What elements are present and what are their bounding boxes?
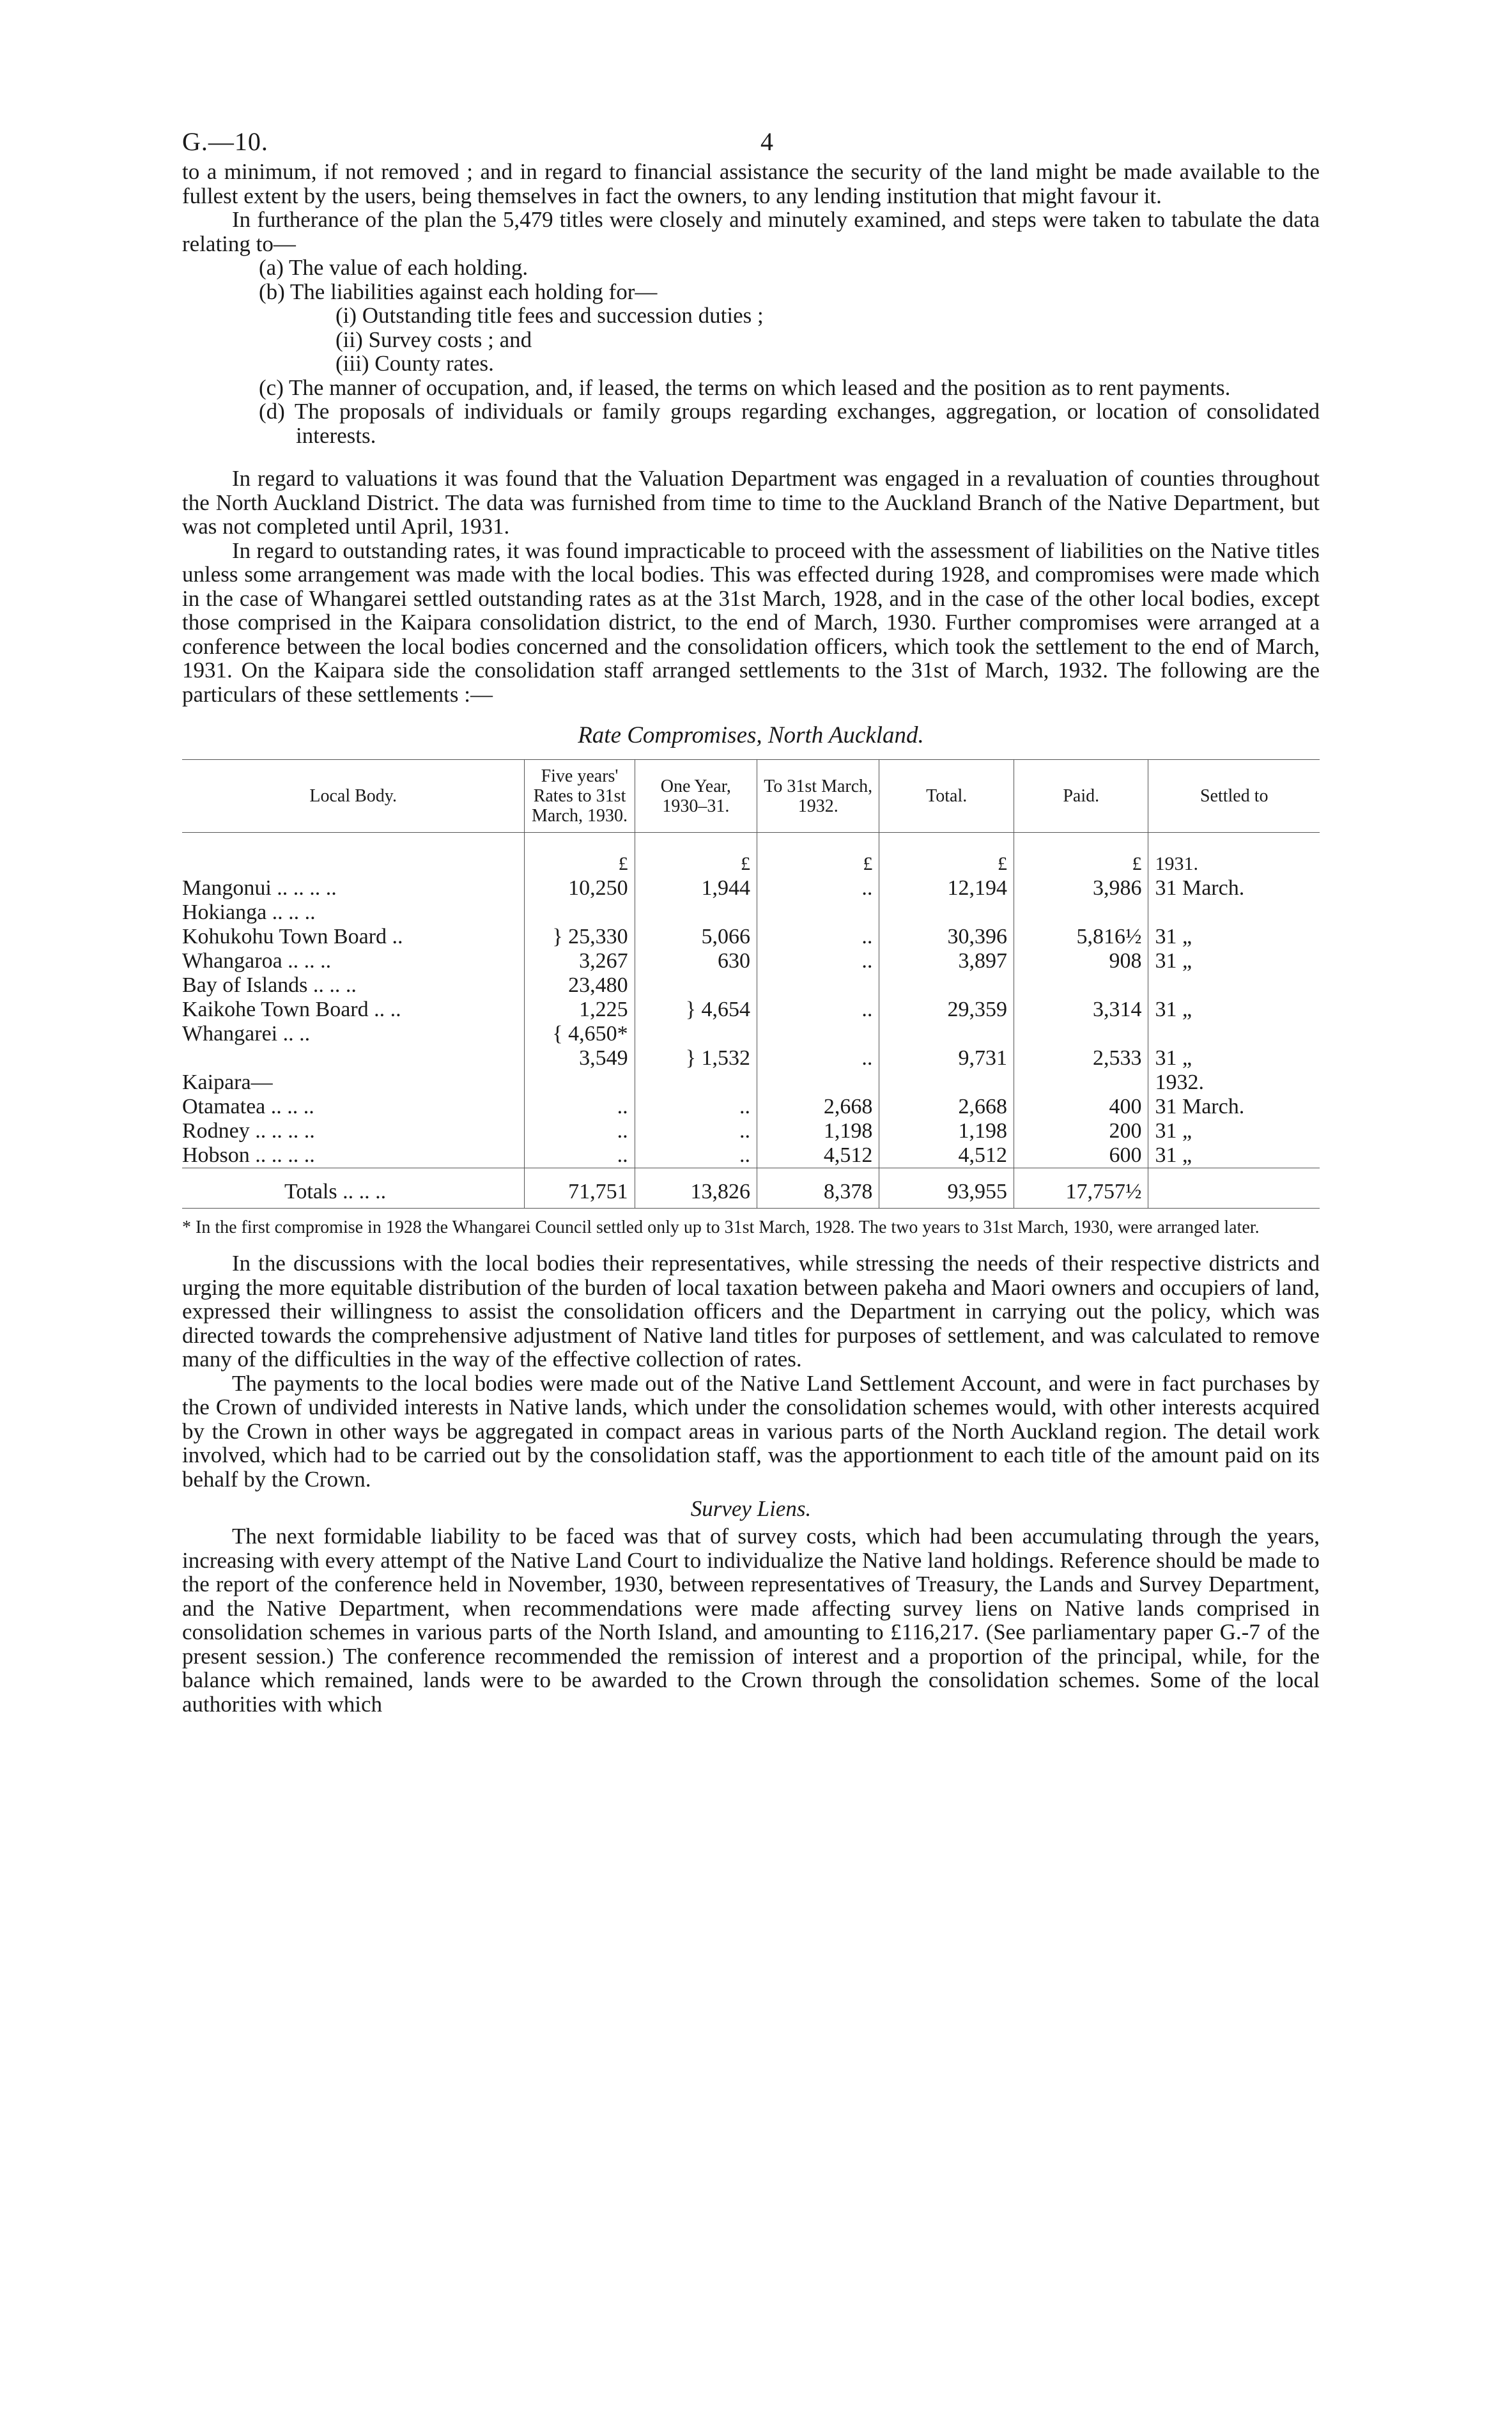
cell-body: Hokianga .. .. .. [182,901,316,924]
cell-body: Kaikohe Town Board .. .. [182,998,401,1021]
cell-total: 30,396 [879,925,1014,949]
cell-to31: 2,668 [757,1095,879,1119]
cell-settled: 31 „ [1148,1046,1320,1071]
cell-one: .. [635,1095,757,1119]
cell-to31 [757,1071,879,1095]
cell-total [879,973,1014,998]
cell-five: 3,549 [525,1046,635,1071]
section-heading: Survey Liens. [690,1496,812,1521]
totals-one: 13,826 [635,1168,757,1209]
cell-total [879,901,1014,925]
list-item-d: (d) The proposals of individuals or family groups regarding exchanges, aggregation, or location of consolidated interests. [259,399,1320,448]
cell-settled: 31 March. [1148,1095,1320,1119]
cell-to31: .. [757,998,879,1022]
unit-cell: £ [757,833,879,877]
cell-paid [1014,973,1148,998]
unit-cell: £ [1014,833,1148,877]
col-total: Total. [879,760,1014,833]
cell-paid: 908 [1014,949,1148,973]
table-row [182,1022,1320,1046]
table-row [182,876,1320,901]
table-caption: Rate Compromises, North Auckland. [578,722,924,748]
cell-five: { 4,650* [525,1022,635,1046]
cell-total [879,1022,1014,1046]
cell-to31: 4,512 [757,1143,879,1168]
cell-body: Whangaroa .. .. .. [182,949,332,973]
unit-cell: £ [635,833,757,877]
valuations-paragraph: In regard to valuations it was found that the Valuation Department was engaged in a revaluation of counties throughout the North Auckland District. The data was furnished from time to time to the Auckland Branch of the Native Department, but was not completed until April, 1931. [182,466,1320,539]
list-item-b-iii: (iii) County rates. [336,351,494,376]
col-local-body: Local Body. [182,760,525,833]
intro-paragraph: to a minimum, if not removed ; and in regard to financial assistance the security of the land might be made available to the fullest extent by the users, being themselves in fact the owners, to any lending institution that might favour it. [182,159,1320,208]
cell-five: .. [525,1143,635,1168]
cell-one [635,1022,757,1046]
table-row [182,1046,1320,1071]
cell-to31: 1,198 [757,1119,879,1143]
col-settled: Settled to [1148,760,1320,833]
cell-five: 23,480 [525,973,635,998]
cell-total: 2,668 [879,1095,1014,1119]
cell-settled [1148,973,1320,998]
survey-liens-paragraph: The next formidable liability to be faced was that of survey costs, which had been accumulating through the years, increasing with every attempt of the Native Land Court to individualize the Native land holdings. Reference should be made to the report of the conference held in November, 1930, between representatives of Treasury, the Lands and Survey Department, and the Native Department, when recommendations were made affecting survey liens on Native lands comprised in consolidation schemes in various parts of the North Island, and amounting to £116,217. (See parliamentary paper G.-7 of the present session.) The conference recommended the remission of interest and a proportion of the principal, while, for the balance which remained, lands were to be awarded to the Crown through the consolidation schemes. Some of the local authorities with which [182,1524,1320,1717]
cell-to31 [757,973,879,998]
table-body [182,876,1320,1168]
table-row [182,949,1320,973]
unit-cell: £ [525,833,635,877]
col-to-31st: To 31st March, 1932. [757,760,879,833]
cell-five: 3,267 [525,949,635,973]
cell-one [635,901,757,925]
cell-one: .. [635,1119,757,1143]
cell-to31: .. [757,925,879,949]
rate-compromises-table [182,759,1320,1209]
cell-settled [1148,1022,1320,1046]
cell-total: 4,512 [879,1143,1014,1168]
totals-five: 71,751 [525,1168,635,1209]
totals-row [182,1168,1320,1209]
cell-to31: .. [757,1046,879,1071]
cell-paid: 3,314 [1014,998,1148,1022]
list-item-a: (a) The value of each holding. [259,255,528,280]
cell-paid: 600 [1014,1143,1148,1168]
table-row [182,1119,1320,1143]
cell-body: Kaipara— [182,1071,273,1094]
document-reference: G.—10. [182,127,268,156]
settled-year-cell: 1931. [1148,833,1320,877]
table-row [182,1143,1320,1168]
cell-paid [1014,1022,1148,1046]
cell-settled: 31 „ [1148,949,1320,973]
cell-body: Otamatea .. .. .. [182,1095,314,1118]
units-row [182,833,1320,877]
cell-settled: 31 „ [1148,925,1320,949]
totals-label: Totals .. .. .. [182,1168,525,1209]
col-five-years: Five years' Rates to 31st March, 1930. [525,760,635,833]
cell-body: Mangonui .. .. .. .. [182,876,337,900]
cell-five: .. [525,1119,635,1143]
document-page [182,0,1320,1716]
cell-one [635,1071,757,1095]
cell-five: 10,250 [525,876,635,901]
col-paid: Paid. [1014,760,1148,833]
cell-body: Whangarei .. .. [182,1022,311,1046]
table-row [182,998,1320,1022]
cell-settled: 31 „ [1148,998,1320,1022]
table-header-row [182,760,1320,833]
cell-one: 630 [635,949,757,973]
page-number: 4 [760,127,773,156]
cell-total: 12,194 [879,876,1014,901]
cell-one: 5,066 [635,925,757,949]
table-row [182,973,1320,998]
cell-paid [1014,901,1148,925]
cell-five: } 25,330 [525,925,635,949]
cell-paid: 2,533 [1014,1046,1148,1071]
list-item-c: (c) The manner of occupation, and, if leased, the terms on which leased and the position as to rent payments. [259,375,1231,400]
cell-settled: 1932. [1148,1071,1320,1095]
totals-to31: 8,378 [757,1168,879,1209]
cell-paid: 5,816½ [1014,925,1148,949]
cell-body: Kohukohu Town Board .. [182,925,403,948]
cell-paid: 400 [1014,1095,1148,1119]
discussions-paragraph: In the discussions with the local bodies their representatives, while stressing the needs of their respective districts and urging the more equitable distribution of the burden of local taxation between pakeha and Maori owners and occupiers of land, expressed their willingness to assist the consolidation officers and the Department in carrying out the policy, which was directed towards the comprehensive adjustment of Native land titles for purposes of settlement, and was calculated to remove many of the difficulties in the way of the effective collection of rates. [182,1251,1320,1372]
cell-five [525,1071,635,1095]
cell-settled: 31 „ [1148,1143,1320,1168]
list-item-b: (b) The liabilities against each holding for— [259,279,658,304]
cell-body: Rodney .. .. .. .. [182,1119,315,1143]
list-item-b-i: (i) Outstanding title fees and succession duties ; [336,303,764,328]
cell-settled [1148,901,1320,925]
cell-one: 1,944 [635,876,757,901]
payments-paragraph: The payments to the local bodies were made out of the Native Land Settlement Account, and were in fact purchases by the Crown of undivided interests in Native lands, which under the consolidation schemes would, with other interests acquired by the Crown in other ways be aggregated in compact areas in various parts of the North Auckland region. The detail work involved, which had to be carried out by the consolidation staff, was the apportionment to each title of the amount paid on its behalf by the Crown. [182,1370,1320,1492]
cell-settled: 31 March. [1148,876,1320,901]
table-row [182,901,1320,925]
cell-to31 [757,1022,879,1046]
col-one-year: One Year, 1930–31. [635,760,757,833]
data-list [182,256,1320,447]
cell-five: 1,225 [525,998,635,1022]
cell-five: .. [525,1095,635,1119]
unit-cell: £ [879,833,1014,877]
rates-paragraph: In regard to outstanding rates, it was found impracticable to proceed with the assessment of liabilities on the Native titles unless some arrangement was made with the local bodies. This was effected during 1928, and compromises were made which in the case of Whangarei settled outstanding rates as at the 31st March, 1928, and in the case of the other local bodies, except those comprised in the Kaipara consolidation district, to the end of March, 1930. Further compromises were arranged at a conference between the local bodies concerned and the consolidation officers, which took the settlement to the end of March, 1931. On the Kaipara side the consolidation staff arranged settlements to the 31st of March, 1932. The following are the particulars of these settlements :— [182,537,1320,707]
cell-paid [1014,1071,1148,1095]
cell-settled: 31 „ [1148,1119,1320,1143]
cell-paid: 200 [1014,1119,1148,1143]
plan-paragraph: In furtherance of the plan the 5,479 titles were closely and minutely examined, and steps were taken to tabulate the data relating to— [182,207,1320,256]
totals-paid: 17,757½ [1014,1168,1148,1209]
table-row [182,1071,1320,1095]
page-header [182,0,1320,160]
cell-one: .. [635,1143,757,1168]
cell-total: 9,731 [879,1046,1014,1071]
table-row [182,1095,1320,1119]
cell-body [182,1046,525,1071]
cell-to31 [757,901,879,925]
cell-total: 1,198 [879,1119,1014,1143]
table-footnote: * In the first compromise in 1928 the Whangarei Council settled only up to 31st March, 1928. The two years to 31st March, 1930, were arranged later. [182,1218,1260,1237]
totals-total: 93,955 [879,1168,1014,1209]
list-item-b-ii: (ii) Survey costs ; and [336,327,532,352]
cell-one: } 1,532 [635,1046,757,1071]
cell-paid: 3,986 [1014,876,1148,901]
table-row [182,925,1320,949]
cell-to31: .. [757,949,879,973]
cell-body: Bay of Islands .. .. .. [182,973,357,997]
cell-total [879,1071,1014,1095]
cell-body: Hobson .. .. .. .. [182,1143,315,1167]
cell-total: 29,359 [879,998,1014,1022]
cell-total: 3,897 [879,949,1014,973]
cell-five [525,901,635,925]
cell-to31: .. [757,876,879,901]
cell-one [635,973,757,998]
cell-one: } 4,654 [635,998,757,1022]
